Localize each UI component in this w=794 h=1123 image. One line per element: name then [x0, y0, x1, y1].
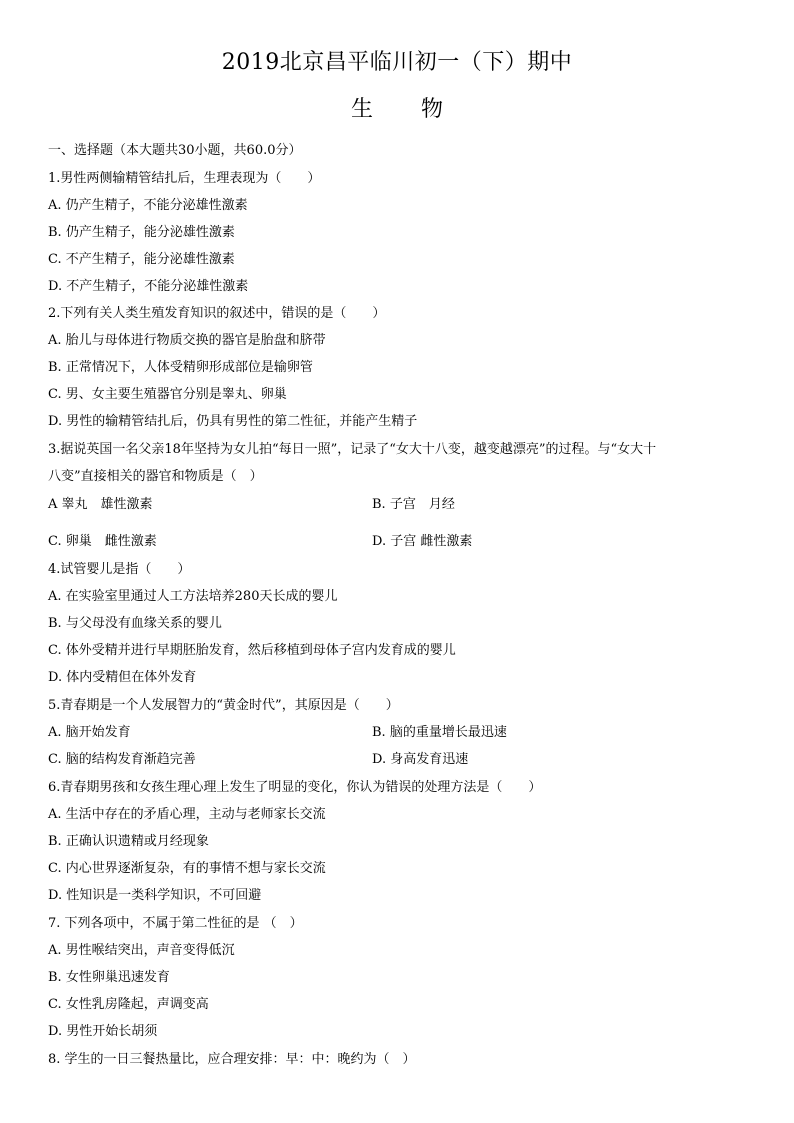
option-c: C. 内心世界逐渐复杂，有的事情不想与家长交流 — [48, 861, 326, 876]
option-d: D. 体内受精但在体外发育 — [48, 670, 197, 685]
option-d: D. 男性开始长胡须 — [48, 1024, 158, 1039]
question-stem: 5.青春期是一个人发展智力的“黄金时代”，其原因是（ ） — [48, 698, 399, 713]
option-a: A. 脑开始发育 — [48, 725, 131, 740]
option-d: D. 身高发育迅速 — [372, 752, 469, 767]
option-c: C. 脑的结构发育渐趋完善 — [48, 752, 196, 767]
option-b: B. 正确认识遗精或月经现象 — [48, 834, 209, 849]
option-a: A. 胎儿与母体进行物质交换的器官是胎盘和脐带 — [48, 333, 326, 348]
question-stem: 4.试管婴儿是指（ ） — [48, 562, 191, 577]
option-b: B. 女性卵巢迅速发育 — [48, 970, 170, 985]
subject-heading — [0, 95, 794, 125]
exam-title: 2019北京昌平临川初一（下）期中 — [221, 50, 573, 75]
option-b: B. 子宫 月经 — [372, 497, 455, 512]
option-c: C. 卵巢 雌性激素 — [48, 534, 157, 549]
option-d: D. 性知识是一类科学知识，不可回避 — [48, 888, 262, 903]
option-a: A 睾丸 雄性激素 — [48, 497, 153, 512]
option-b: B. 正常情况下，人体受精卵形成部位是输卵管 — [48, 360, 313, 375]
option-d: D. 子宫 雌性激素 — [372, 534, 473, 549]
option-d: D. 不产生精子，不能分泌雄性激素 — [48, 279, 249, 294]
question-stem-line-2: 八变”直接相关的器官和物质是（ ） — [48, 469, 263, 484]
option-c: C. 女性乳房隆起，声调变高 — [48, 997, 209, 1012]
option-b: B. 仍产生精子，能分泌雄性激素 — [48, 225, 235, 240]
option-d: D. 男性的输精管结扎后，仍具有男性的第二性征，并能产生精子 — [48, 414, 418, 429]
option-b: B. 脑的重量增长最迅速 — [372, 725, 507, 740]
subject-char-1: 生 — [350, 97, 373, 122]
question-stem: 6.青春期男孩和女孩生理心理上发生了明显的变化，你认为错误的处理方法是（ ） — [48, 780, 542, 795]
question-stem: 1.男性两侧输精管结扎后，生理表现为（ ） — [48, 171, 321, 186]
option-c: C. 男、女主要生殖器官分别是睾丸、卵巢 — [48, 387, 287, 402]
option-a: A. 生活中存在的矛盾心理，主动与老师家长交流 — [48, 807, 326, 822]
question-stem: 2.下列有关人类生殖发育知识的叙述中，错误的是（ ） — [48, 306, 386, 321]
option-a: A. 在实验室里通过人工方法培养280天长成的婴儿 — [48, 589, 338, 604]
question-stem-line-1: 3.据说英国一名父亲18年坚持为女儿拍“每日一照”，记录了“女大十八变，越变越漂亮”的过程。与“女大十 — [48, 442, 657, 457]
question-stem: 8. 学生的一日三餐热量比，应合理安排：早：中：晚约为（ ） — [48, 1052, 416, 1067]
option-c: C. 不产生精子，能分泌雄性激素 — [48, 252, 235, 267]
option-c: C. 体外受精并进行早期胚胎发育，然后移植到母体子宫内发育成的婴儿 — [48, 643, 456, 658]
option-b: B. 与父母没有血缘关系的婴儿 — [48, 616, 222, 631]
option-a: A. 男性喉结突出，声音变得低沉 — [48, 943, 235, 958]
subject-char-2: 物 — [421, 97, 444, 122]
option-a: A. 仍产生精子，不能分泌雄性激素 — [48, 198, 248, 213]
question-stem: 7. 下列各项中，不属于第二性征的是 （ ） — [48, 916, 303, 931]
section-heading: 一、选择题（本大题共30小题，共60.0分） — [48, 143, 302, 158]
